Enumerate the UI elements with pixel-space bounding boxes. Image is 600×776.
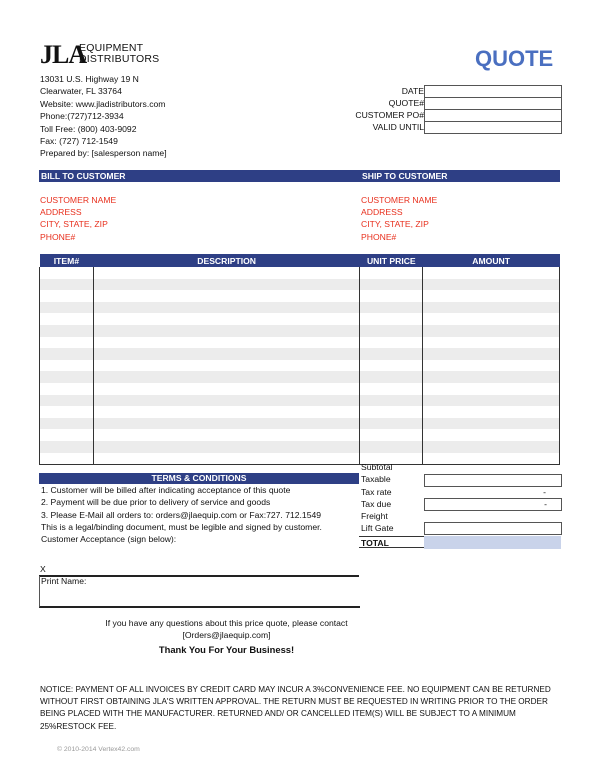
taxable-label: Taxable bbox=[361, 474, 391, 484]
customer-header-bar bbox=[39, 170, 560, 182]
signature-line[interactable] bbox=[39, 561, 359, 577]
terms-header: TERMS & CONDITIONS bbox=[39, 473, 359, 484]
amount-cell[interactable] bbox=[423, 429, 560, 441]
quote-number-label: QUOTE# bbox=[388, 98, 424, 108]
prepared-by: Prepared by: [salesperson name] bbox=[40, 148, 167, 159]
description-cell[interactable] bbox=[93, 441, 359, 453]
table-row bbox=[40, 313, 560, 325]
company-logo-mark: JLA bbox=[40, 40, 87, 69]
amount-cell[interactable] bbox=[423, 337, 560, 349]
item-cell[interactable] bbox=[40, 325, 94, 337]
table-row bbox=[40, 337, 560, 349]
item-cell[interactable] bbox=[40, 290, 94, 302]
description-cell[interactable] bbox=[93, 290, 359, 302]
print-name-field[interactable] bbox=[39, 576, 360, 608]
unit-price-cell[interactable] bbox=[360, 371, 423, 383]
tax-due-label: Tax due bbox=[361, 499, 392, 509]
tax-rate-label: Tax rate bbox=[361, 487, 392, 497]
table-row bbox=[40, 418, 560, 430]
lift-gate-label: Lift Gate bbox=[361, 523, 394, 533]
item-cell[interactable] bbox=[40, 418, 94, 430]
item-cell[interactable] bbox=[40, 348, 94, 360]
signature-x: X bbox=[40, 564, 46, 574]
tax-rate-value: - bbox=[543, 487, 546, 497]
ship-to-block bbox=[361, 194, 437, 243]
bill-to-block bbox=[40, 194, 116, 243]
bill-to-name[interactable]: CUSTOMER NAME bbox=[40, 195, 117, 205]
table-row bbox=[40, 302, 560, 314]
tax-due-value: - bbox=[544, 499, 547, 509]
description-cell[interactable] bbox=[93, 348, 359, 360]
logo-line-2: DISTRIBUTORS bbox=[79, 53, 160, 65]
unit-price-cell[interactable] bbox=[360, 406, 423, 418]
terms-line-3: 3. Please E-Mail all orders to: orders@jlaequip.com or Fax:727. 712.1549 bbox=[41, 509, 322, 520]
unit-price-cell[interactable] bbox=[360, 395, 423, 407]
description-cell[interactable] bbox=[93, 302, 359, 314]
footer-email[interactable]: [Orders@jlaequip.com] bbox=[182, 630, 271, 640]
company-logo-text bbox=[79, 43, 159, 65]
item-cell[interactable] bbox=[40, 383, 94, 395]
bill-to-address[interactable]: ADDRESS bbox=[40, 207, 82, 218]
col-unit-price: UNIT PRICE bbox=[360, 254, 423, 267]
amount-cell[interactable] bbox=[423, 406, 560, 418]
footer-thanks: Thank You For Your Business! bbox=[158, 644, 295, 655]
description-cell[interactable] bbox=[93, 371, 359, 383]
website: Website: www.jladistributors.com bbox=[40, 98, 166, 109]
col-item-number: ITEM# bbox=[40, 254, 94, 267]
table-row bbox=[40, 441, 560, 453]
ship-to-name[interactable]: CUSTOMER NAME bbox=[361, 195, 438, 205]
table-row bbox=[40, 348, 560, 360]
item-cell[interactable] bbox=[40, 360, 94, 372]
bill-to-header: BILL TO CUSTOMER bbox=[41, 171, 126, 181]
valid-until-field[interactable] bbox=[424, 121, 562, 134]
table-row bbox=[40, 360, 560, 372]
item-cell[interactable] bbox=[40, 279, 94, 291]
item-cell[interactable] bbox=[40, 371, 94, 383]
print-name-label: Print Name: bbox=[41, 576, 87, 586]
unit-price-cell[interactable] bbox=[360, 429, 423, 441]
col-description: DESCRIPTION bbox=[93, 254, 359, 267]
amount-cell[interactable] bbox=[423, 383, 560, 395]
document-title: QUOTE bbox=[475, 46, 554, 71]
item-cell[interactable] bbox=[40, 267, 94, 279]
item-cell[interactable] bbox=[40, 429, 94, 441]
item-cell[interactable] bbox=[40, 337, 94, 349]
table-row bbox=[40, 453, 560, 465]
phone: Phone:(727)712-3934 bbox=[40, 111, 124, 122]
description-cell[interactable] bbox=[93, 429, 359, 441]
date-label: DATE bbox=[401, 86, 424, 96]
footer-copyright: © 2010-2014 Vertex42.com bbox=[57, 746, 140, 753]
address-line-1: 13031 U.S. Highway 19 N bbox=[40, 74, 139, 84]
unit-price-cell[interactable] bbox=[360, 302, 423, 314]
lift-gate-field[interactable] bbox=[424, 522, 562, 535]
table-row bbox=[40, 325, 560, 337]
description-cell[interactable] bbox=[93, 279, 359, 291]
logo-line-1: EQUIPMENT bbox=[79, 42, 144, 54]
toll-free: Toll Free: (800) 403-9092 bbox=[40, 123, 137, 134]
unit-price-cell[interactable] bbox=[360, 279, 423, 291]
table-row bbox=[40, 383, 560, 395]
items-header-row bbox=[40, 254, 560, 267]
description-cell[interactable] bbox=[93, 360, 359, 372]
description-cell[interactable] bbox=[93, 453, 359, 465]
amount-cell[interactable] bbox=[423, 371, 560, 383]
ship-to-header: SHIP TO CUSTOMER bbox=[362, 171, 448, 181]
item-cell[interactable] bbox=[40, 302, 94, 314]
amount-cell[interactable] bbox=[423, 267, 560, 279]
terms-line-1: 1. Customer will be billed after indicating acceptance of this quote bbox=[41, 485, 291, 495]
footer-notice: NOTICE: PAYMENT OF ALL INVOICES BY CREDIT CARD MAY INCUR A 3%CONVENIENCE FEE. NO EQUIPMENT CAN BE RETURNED WITHOUT FIRST OBTAINING JLA'S WRITTEN APPROVAL. THE RETURN MUST BE REQUESTED IN WRITING PRIOR TO THE ORDER BEING PLACED WITH THE MANUFACTURER. RETURNED AND/ OR CANCELLED ITEM(S) WILL BE SUBJECT TO A MINIMUM 25%RESTOCK FEE. bbox=[40, 685, 551, 731]
item-cell[interactable] bbox=[40, 395, 94, 407]
item-cell[interactable] bbox=[40, 313, 94, 325]
table-row bbox=[40, 267, 560, 279]
table-row bbox=[40, 279, 560, 291]
terms-section bbox=[39, 473, 359, 545]
description-cell[interactable] bbox=[93, 337, 359, 349]
valid-until-label: VALID UNTIL bbox=[372, 122, 424, 132]
unit-price-cell[interactable] bbox=[360, 313, 423, 325]
unit-price-cell[interactable] bbox=[360, 267, 423, 279]
description-cell[interactable] bbox=[93, 418, 359, 430]
table-row bbox=[40, 290, 560, 302]
terms-line-4: This is a legal/binding document, must be legible and signed by customer. bbox=[41, 521, 322, 532]
description-cell[interactable] bbox=[93, 267, 359, 279]
unit-price-cell[interactable] bbox=[360, 325, 423, 337]
tax-due-field[interactable] bbox=[424, 498, 562, 511]
table-row bbox=[40, 395, 560, 407]
address-line-2: Clearwater, FL 33764 bbox=[40, 86, 122, 97]
description-cell[interactable] bbox=[93, 406, 359, 418]
terms-line-2: 2. Payment will be due prior to delivery of service and goods bbox=[41, 497, 271, 508]
amount-cell[interactable] bbox=[423, 348, 560, 360]
amount-cell[interactable] bbox=[423, 302, 560, 314]
description-cell[interactable] bbox=[93, 395, 359, 407]
item-cell[interactable] bbox=[40, 453, 94, 465]
subtotal-label: Subtotal bbox=[361, 462, 393, 472]
ship-to-phone[interactable]: PHONE# bbox=[361, 231, 397, 242]
item-cell[interactable] bbox=[40, 441, 94, 453]
table-row bbox=[40, 429, 560, 441]
amount-cell[interactable] bbox=[423, 313, 560, 325]
total-label: TOTAL bbox=[359, 536, 424, 548]
footer-question: If you have any questions about this price quote, please contact bbox=[105, 618, 348, 628]
freight-label: Freight bbox=[361, 511, 388, 521]
total-field bbox=[424, 536, 561, 549]
description-cell[interactable] bbox=[93, 325, 359, 337]
terms-line-5: Customer Acceptance (sign below): bbox=[41, 534, 177, 545]
ship-to-city[interactable]: CITY, STATE, ZIP bbox=[361, 219, 429, 230]
amount-cell[interactable] bbox=[423, 325, 560, 337]
unit-price-cell[interactable] bbox=[360, 418, 423, 430]
unit-price-cell[interactable] bbox=[360, 290, 423, 302]
items-table bbox=[39, 254, 560, 465]
customer-po-label: CUSTOMER PO# bbox=[355, 110, 424, 120]
ship-to-address[interactable]: ADDRESS bbox=[361, 207, 403, 218]
amount-cell[interactable] bbox=[423, 418, 560, 430]
amount-cell[interactable] bbox=[423, 290, 560, 302]
company-address-block bbox=[40, 73, 167, 160]
table-row bbox=[40, 406, 560, 418]
amount-cell[interactable] bbox=[423, 395, 560, 407]
table-row bbox=[40, 371, 560, 383]
unit-price-cell[interactable] bbox=[360, 441, 423, 453]
unit-price-cell[interactable] bbox=[360, 383, 423, 395]
col-amount: AMOUNT bbox=[423, 254, 560, 267]
amount-cell[interactable] bbox=[423, 279, 560, 291]
unit-price-cell[interactable] bbox=[360, 360, 423, 372]
description-cell[interactable] bbox=[93, 313, 359, 325]
bill-to-phone[interactable]: PHONE# bbox=[40, 231, 76, 242]
unit-price-cell[interactable] bbox=[360, 337, 423, 349]
unit-price-cell[interactable] bbox=[360, 348, 423, 360]
amount-cell[interactable] bbox=[423, 453, 560, 465]
description-cell[interactable] bbox=[93, 383, 359, 395]
bill-to-city[interactable]: CITY, STATE, ZIP bbox=[40, 219, 108, 230]
item-cell[interactable] bbox=[40, 406, 94, 418]
amount-cell[interactable] bbox=[423, 360, 560, 372]
amount-cell[interactable] bbox=[423, 441, 560, 453]
fax: Fax: (727) 712-1549 bbox=[40, 136, 118, 147]
